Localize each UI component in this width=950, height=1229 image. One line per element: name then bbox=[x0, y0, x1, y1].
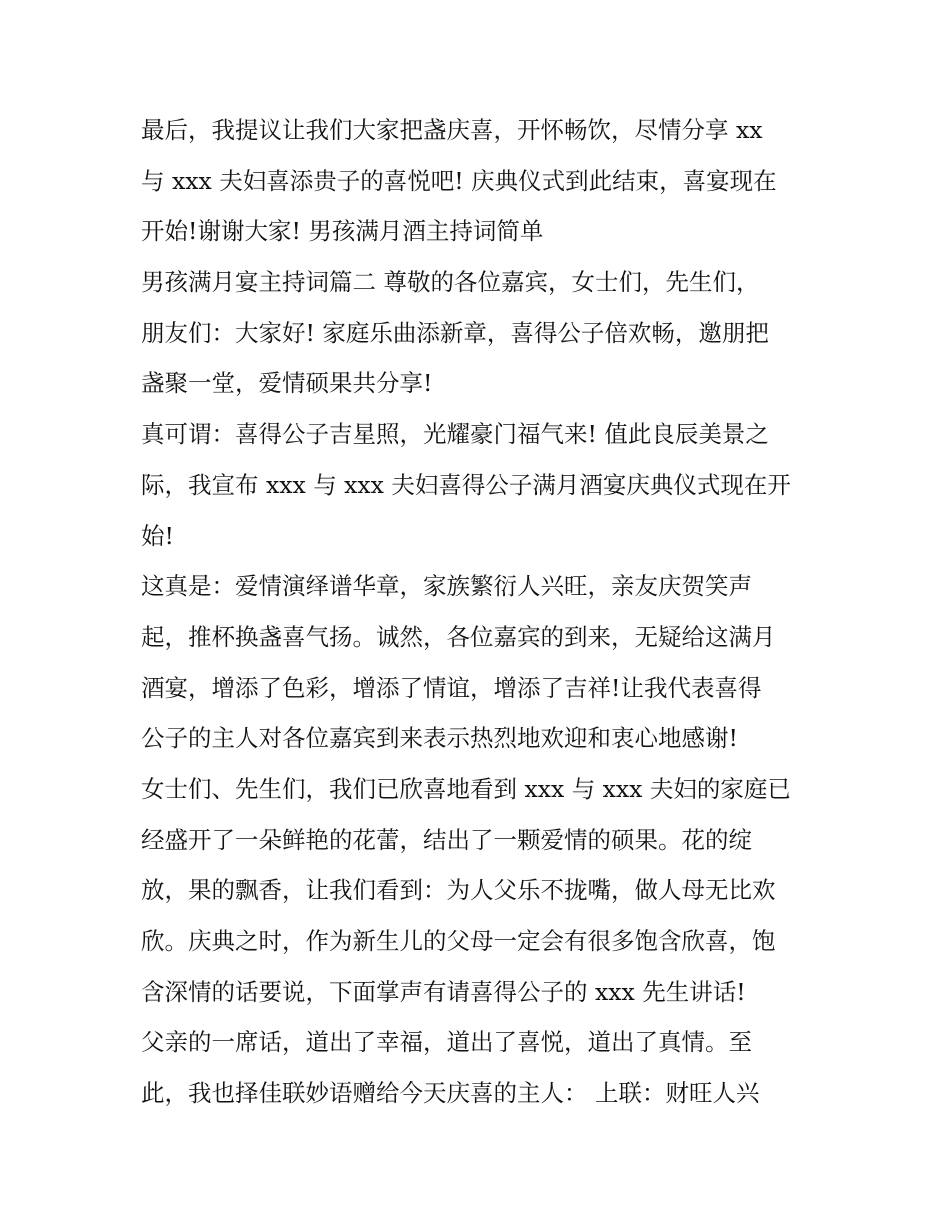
text-line: 盏聚一堂，爱情硕果共分享! bbox=[141, 369, 433, 398]
text-line: 真可谓：喜得公子吉星照，光耀豪门福气来! 值此良辰美景之 bbox=[141, 420, 769, 449]
text-line: 放，果的飘香，让我们看到：为人父乐不拢嘴，做人母无比欢 bbox=[141, 876, 776, 905]
text-line: 这真是：爱情演绎谱华章，家族繁衍人兴旺，亲友庆贺笑声 bbox=[141, 572, 752, 601]
text-line: 朋友们：大家好! 家庭乐曲添新章，喜得公子倍欢畅，邀朋把 bbox=[141, 318, 769, 347]
text-line: 经盛开了一朵鲜艳的花蕾，结出了一颗爱情的硕果。花的绽 bbox=[141, 825, 752, 854]
text-line: 公子的主人对各位嘉宾到来表示热烈地欢迎和衷心地感谢! bbox=[141, 724, 738, 753]
text-line: 始! bbox=[141, 521, 174, 550]
text-line: 最后，我提议让我们大家把盏庆喜，开怀畅饮，尽情分享 xx bbox=[141, 116, 763, 144]
text-line: 际，我宣布 xxx 与 xxx 夫妇喜得公子满月酒宴庆典仪式现在开 bbox=[141, 470, 791, 499]
text-line: 酒宴，增添了色彩，增添了情谊，增添了吉祥!让我代表喜得 bbox=[141, 673, 762, 702]
text-line: 此，我也择佳联妙语赠给今天庆喜的主人： 上联：财旺人兴 bbox=[141, 1079, 760, 1108]
text-line: 父亲的一席话，道出了幸福，道出了喜悦，道出了真情。至 bbox=[141, 1028, 752, 1057]
text-line: 女士们、先生们，我们已欣喜地看到 xxx 与 xxx 夫妇的家庭已 bbox=[141, 774, 791, 803]
text-line: 开始!谢谢大家! 男孩满月酒主持词简单 bbox=[141, 217, 544, 246]
text-line: 欣。庆典之时，作为新生儿的父母一定会有很多饱含欣喜，饱 bbox=[141, 927, 776, 955]
text-line: 与 xxx 夫妇喜添贵子的喜悦吧! 庆典仪式到此结束，喜宴现在 bbox=[141, 166, 777, 195]
document-body bbox=[141, 105, 821, 1119]
text-line: 起，推杯换盏喜气扬。诚然，各位嘉宾的到来，无疑给这满月 bbox=[141, 622, 776, 651]
text-line: 男孩满月宴主持词篇二 尊敬的各位嘉宾，女士们，先生们， bbox=[141, 268, 760, 297]
text-line: 含深情的话要说，下面掌声有请喜得公子的 xxx 先生讲话! bbox=[141, 977, 746, 1006]
